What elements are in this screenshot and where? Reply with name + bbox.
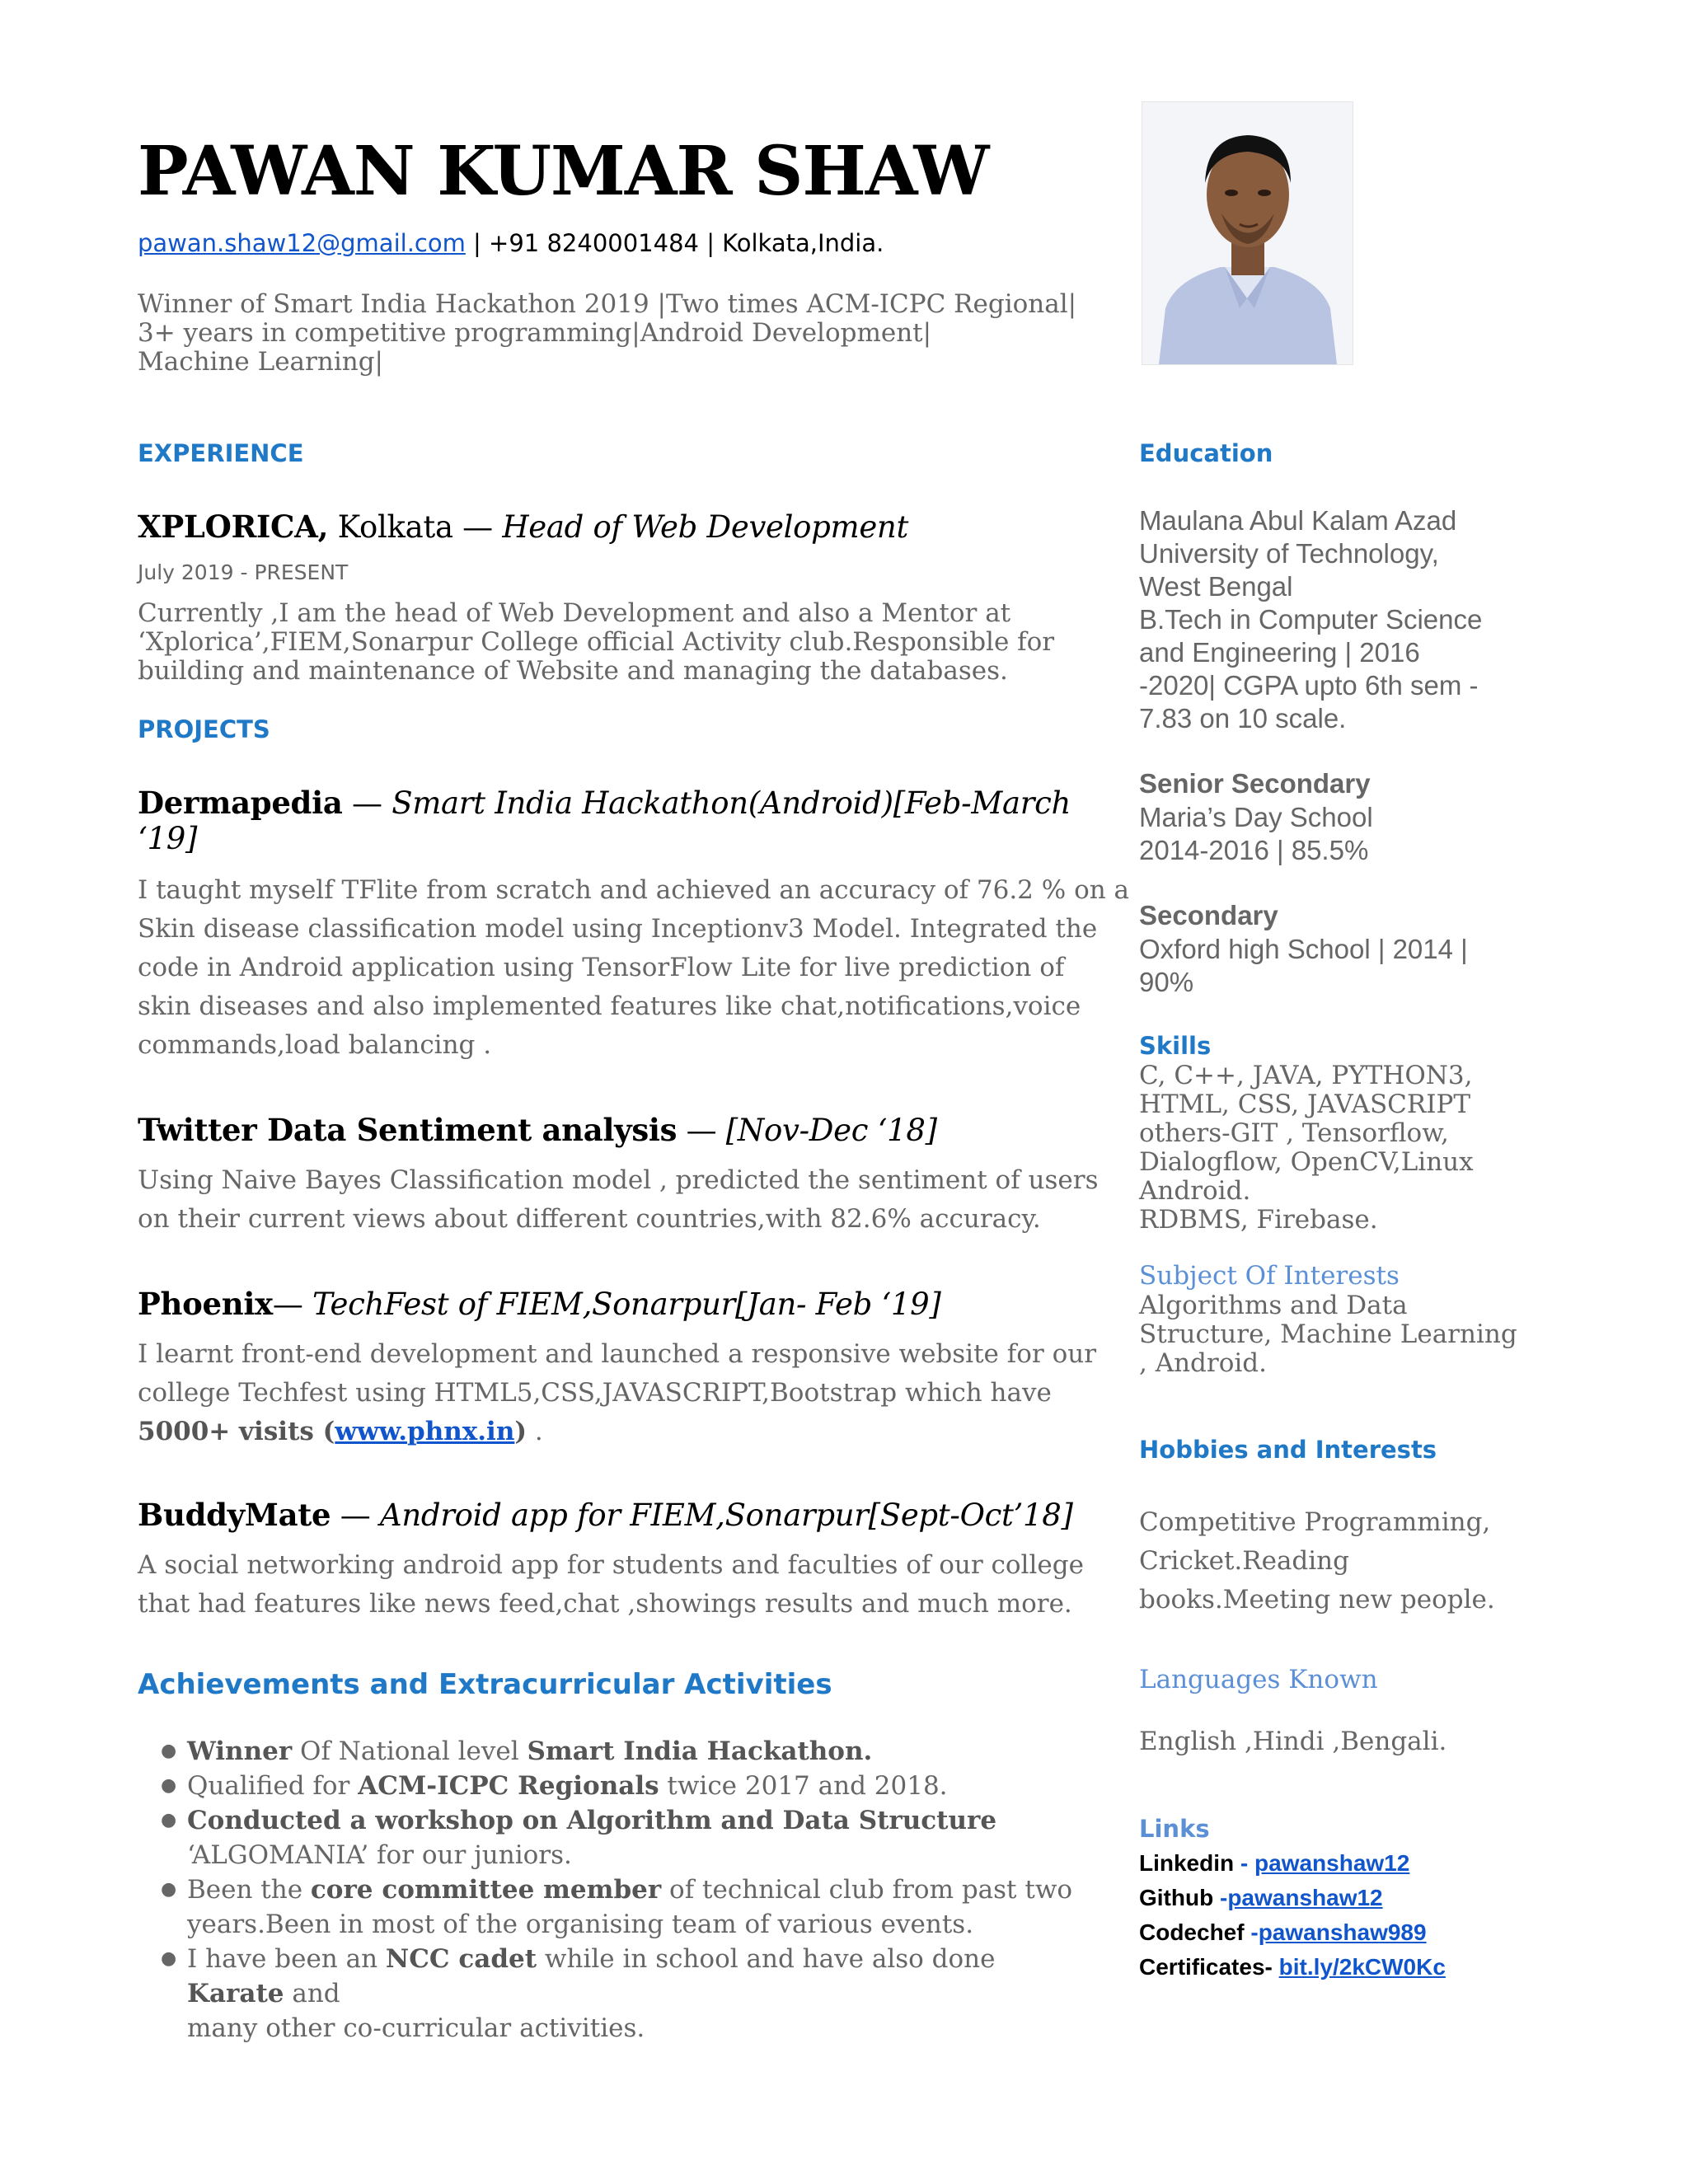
languages-text: English ,Hindi ,Bengali. — [1139, 1727, 1447, 1756]
links-list — [1139, 1846, 1446, 1985]
summary-line: 3+ years in competitive programming|Android Development| — [138, 318, 932, 348]
achievements-list — [161, 1734, 1084, 2046]
achievements-heading: Achievements and Extracurricular Activities — [138, 1668, 832, 1701]
project-phoenix-description — [138, 1335, 1097, 1451]
link-separator: - — [1234, 1850, 1255, 1876]
phoenix-website-link[interactable]: www.phnx.in — [335, 1417, 515, 1446]
description-line: commands,load balancing . — [138, 1030, 492, 1060]
senior-secondary-details — [1139, 801, 1373, 867]
project-dermapedia-description — [138, 871, 1130, 1065]
project-twitter-description — [138, 1161, 1099, 1239]
subjects-line: Algorithms and Data — [1139, 1291, 1408, 1320]
project-subtitle: Smart India Hackathon(Android)[Feb-March — [392, 785, 1071, 821]
list-item — [161, 1803, 1084, 1872]
description-line: I taught myself TFlite from scratch and achieved an accuracy of 76.2 % on a — [138, 875, 1130, 905]
description-line: A social networking android app for students and faculties of our college — [138, 1550, 1084, 1580]
certificates-label: Certificates- — [1139, 1954, 1273, 1980]
visits-count: 5000+ visits ( — [138, 1417, 335, 1446]
project-name: Dermapedia — [138, 785, 343, 821]
resume-name: PAWAN KUMAR SHAW — [138, 132, 989, 211]
description-line: college Techfest using HTML5,CSS,JAVASCRIPT,Bootstrap which have — [138, 1378, 1052, 1408]
education-university — [1139, 504, 1482, 735]
description-line: Using Naive Bayes Classification model , predicted the sentiment of users — [138, 1165, 1099, 1195]
links-heading: Links — [1139, 1815, 1210, 1843]
description-line: I learnt front-end development and launched a responsive website for our — [138, 1339, 1097, 1369]
text: Of National level — [292, 1736, 528, 1766]
education-line: 2014-2016 | 85.5% — [1139, 835, 1369, 865]
email-link[interactable]: pawan.shaw12@gmail.com — [138, 229, 466, 257]
list-item — [161, 1872, 1084, 1942]
project-name: Phoenix — [138, 1286, 273, 1322]
github-link[interactable]: pawanshaw12 — [1227, 1885, 1383, 1910]
education-line: and Engineering | 2016 — [1139, 637, 1420, 668]
secondary-title: Secondary — [1139, 900, 1278, 930]
project-subtitle: Android app for FIEM,Sonarpur[Sept-Oct’18] — [379, 1497, 1073, 1533]
text: I have been an — [187, 1944, 386, 1974]
certificates-link[interactable]: bit.ly/2kCW0Kc — [1278, 1954, 1446, 1980]
skills-line: HTML, CSS, JAVASCRIPT — [1139, 1090, 1471, 1119]
hobbies-line: Competitive Programming, — [1139, 1507, 1491, 1537]
experience-role: Head of Web Development — [502, 509, 909, 545]
list-item — [161, 1769, 1084, 1803]
education-line: Maria’s Day School — [1139, 802, 1373, 832]
description-line: building and maintenance of Website and managing the databases. — [138, 656, 1008, 686]
project-dermapedia-title — [138, 785, 1071, 821]
project-buddymate-description — [138, 1546, 1084, 1624]
project-dermapedia-title-cont — [138, 821, 197, 856]
portrait-drawing — [1142, 102, 1353, 364]
title-separator: — — [342, 785, 392, 821]
education-line: 90% — [1139, 967, 1194, 997]
linkedin-label: Linkedin — [1139, 1850, 1235, 1876]
description-line: skin diseases and also implemented features like chat,notifications,voice — [138, 991, 1081, 1021]
education-line: Oxford high School | 2014 | — [1139, 934, 1468, 964]
title-separator: — — [272, 1286, 313, 1322]
description-line: Currently ,I am the head of Web Development and also a Mentor at — [138, 598, 1011, 628]
skills-line: Dialogflow, OpenCV,Linux — [1139, 1147, 1474, 1177]
linkedin-link[interactable]: pawanshaw12 — [1254, 1850, 1410, 1876]
text: years.Been in most of the organising team of various events. — [187, 1910, 974, 1939]
experience-description — [138, 599, 1061, 686]
bold-text: core committee member — [310, 1875, 662, 1905]
experience-heading: EXPERIENCE — [138, 439, 304, 467]
education-line: West Bengal — [1139, 571, 1293, 602]
description-line: on their current views about different countries,with 82.6% accuracy. — [138, 1204, 1041, 1234]
text: and — [284, 1979, 340, 2008]
hobbies-list — [1139, 1503, 1601, 1619]
hobbies-heading: Hobbies and Interests — [1139, 1436, 1437, 1464]
bold-text: Conducted a workshop on Algorithm and Data Structure — [187, 1806, 997, 1835]
codechef-label: Codechef — [1139, 1919, 1245, 1945]
secondary-details — [1139, 933, 1468, 999]
description-line — [138, 1413, 1069, 1451]
link-row-github — [1139, 1881, 1446, 1915]
text: ‘ALGOMANIA’ for our juniors. — [187, 1840, 572, 1870]
project-subtitle-cont: ‘19] — [138, 821, 198, 856]
projects-heading: PROJECTS — [138, 715, 270, 743]
skills-line: C, C++, JAVA, PYTHON3, — [1139, 1061, 1473, 1090]
link-row-certificates — [1139, 1950, 1446, 1985]
visits-tail: . — [527, 1417, 543, 1446]
summary — [138, 289, 1077, 377]
education-line: University of Technology, — [1139, 538, 1439, 569]
link-separator: - — [1213, 1885, 1228, 1910]
bold-text: Smart India Hackathon. — [527, 1736, 873, 1766]
hobbies-line: Cricket.Reading — [1139, 1546, 1349, 1576]
project-phoenix-title — [138, 1286, 941, 1322]
project-name: Twitter Data Sentiment analysis — [138, 1112, 678, 1148]
project-name: BuddyMate — [138, 1497, 331, 1533]
hobbies-line: books.Meeting new people. — [1139, 1585, 1495, 1615]
visits-close: ) — [514, 1417, 528, 1446]
skills-list — [1139, 1062, 1474, 1235]
text: Qualified for — [187, 1771, 359, 1801]
description-line: ‘Xplorica’,FIEM,Sonarpur College official Activity club.Responsible for — [138, 627, 1055, 657]
subjects-heading: Subject Of Interests — [1139, 1261, 1400, 1291]
bold-text: NCC cadet — [385, 1944, 537, 1974]
project-subtitle: TechFest of FIEM,Sonarpur[Jan- Feb ‘19] — [312, 1286, 941, 1322]
summary-line: Machine Learning| — [138, 347, 383, 377]
experience-org: XPLORICA, — [138, 509, 329, 545]
subjects-line: Structure, Machine Learning — [1139, 1319, 1517, 1349]
text: while in school and have also done — [537, 1944, 996, 1974]
education-line: 7.83 on 10 scale. — [1139, 703, 1347, 733]
education-line: B.Tech in Computer Science — [1139, 604, 1483, 635]
link-separator: - — [1244, 1919, 1259, 1945]
description-line: Skin disease classification model using Inceptionv3 Model. Integrated the — [138, 914, 1098, 944]
education-line: -2020| CGPA upto 6th sem - — [1139, 670, 1479, 701]
contact-line — [138, 229, 884, 257]
description-line: code in Android application using TensorFlow Lite for live prediction of — [138, 953, 1065, 982]
experience-title — [138, 509, 908, 545]
text: Been the — [187, 1875, 311, 1905]
skills-line: RDBMS, Firebase. — [1139, 1205, 1378, 1235]
education-heading: Education — [1139, 439, 1273, 467]
skills-line: others-GIT , Tensorflow, — [1139, 1118, 1449, 1148]
text: many other co-curricular activities. — [187, 2013, 645, 2043]
contact-details: | +91 8240001484 | Kolkata,India. — [465, 229, 884, 257]
education-line: Maulana Abul Kalam Azad — [1139, 505, 1457, 536]
skills-line: Android. — [1139, 1176, 1251, 1206]
summary-line: Winner of Smart India Hackathon 2019 |Two times ACM-ICPC Regional| — [138, 289, 1077, 319]
languages-heading: Languages Known — [1139, 1665, 1378, 1694]
description-line: that had features like news feed,chat ,showings results and much more. — [138, 1589, 1072, 1619]
senior-secondary-title: Senior Secondary — [1139, 768, 1371, 799]
bold-text: Karate — [187, 1979, 284, 2008]
project-subtitle: [Nov-Dec ‘18] — [725, 1113, 937, 1148]
subjects-line: , Android. — [1139, 1348, 1267, 1378]
subjects-list — [1139, 1291, 1517, 1378]
bold-text: Winner — [187, 1736, 293, 1766]
text: twice 2017 and 2018. — [659, 1771, 948, 1801]
project-buddymate-title — [138, 1497, 1073, 1533]
profile-photo — [1142, 101, 1353, 365]
title-separator: — — [331, 1497, 380, 1533]
experience-date: July 2019 - PRESENT — [138, 560, 349, 584]
link-row-codechef — [1139, 1915, 1446, 1950]
project-twitter-title — [138, 1112, 937, 1148]
title-separator: — — [677, 1113, 726, 1148]
codechef-link[interactable]: pawanshaw989 — [1258, 1919, 1427, 1945]
link-row-linkedin — [1139, 1846, 1446, 1881]
list-item — [161, 1734, 1084, 1769]
github-label: Github — [1139, 1885, 1214, 1910]
text: of technical club from past two — [661, 1875, 1073, 1905]
bold-text: ACM-ICPC Regionals — [358, 1771, 659, 1801]
experience-location: Kolkata — — [328, 509, 503, 545]
list-item — [161, 1942, 1084, 2046]
skills-heading: Skills — [1139, 1032, 1212, 1060]
